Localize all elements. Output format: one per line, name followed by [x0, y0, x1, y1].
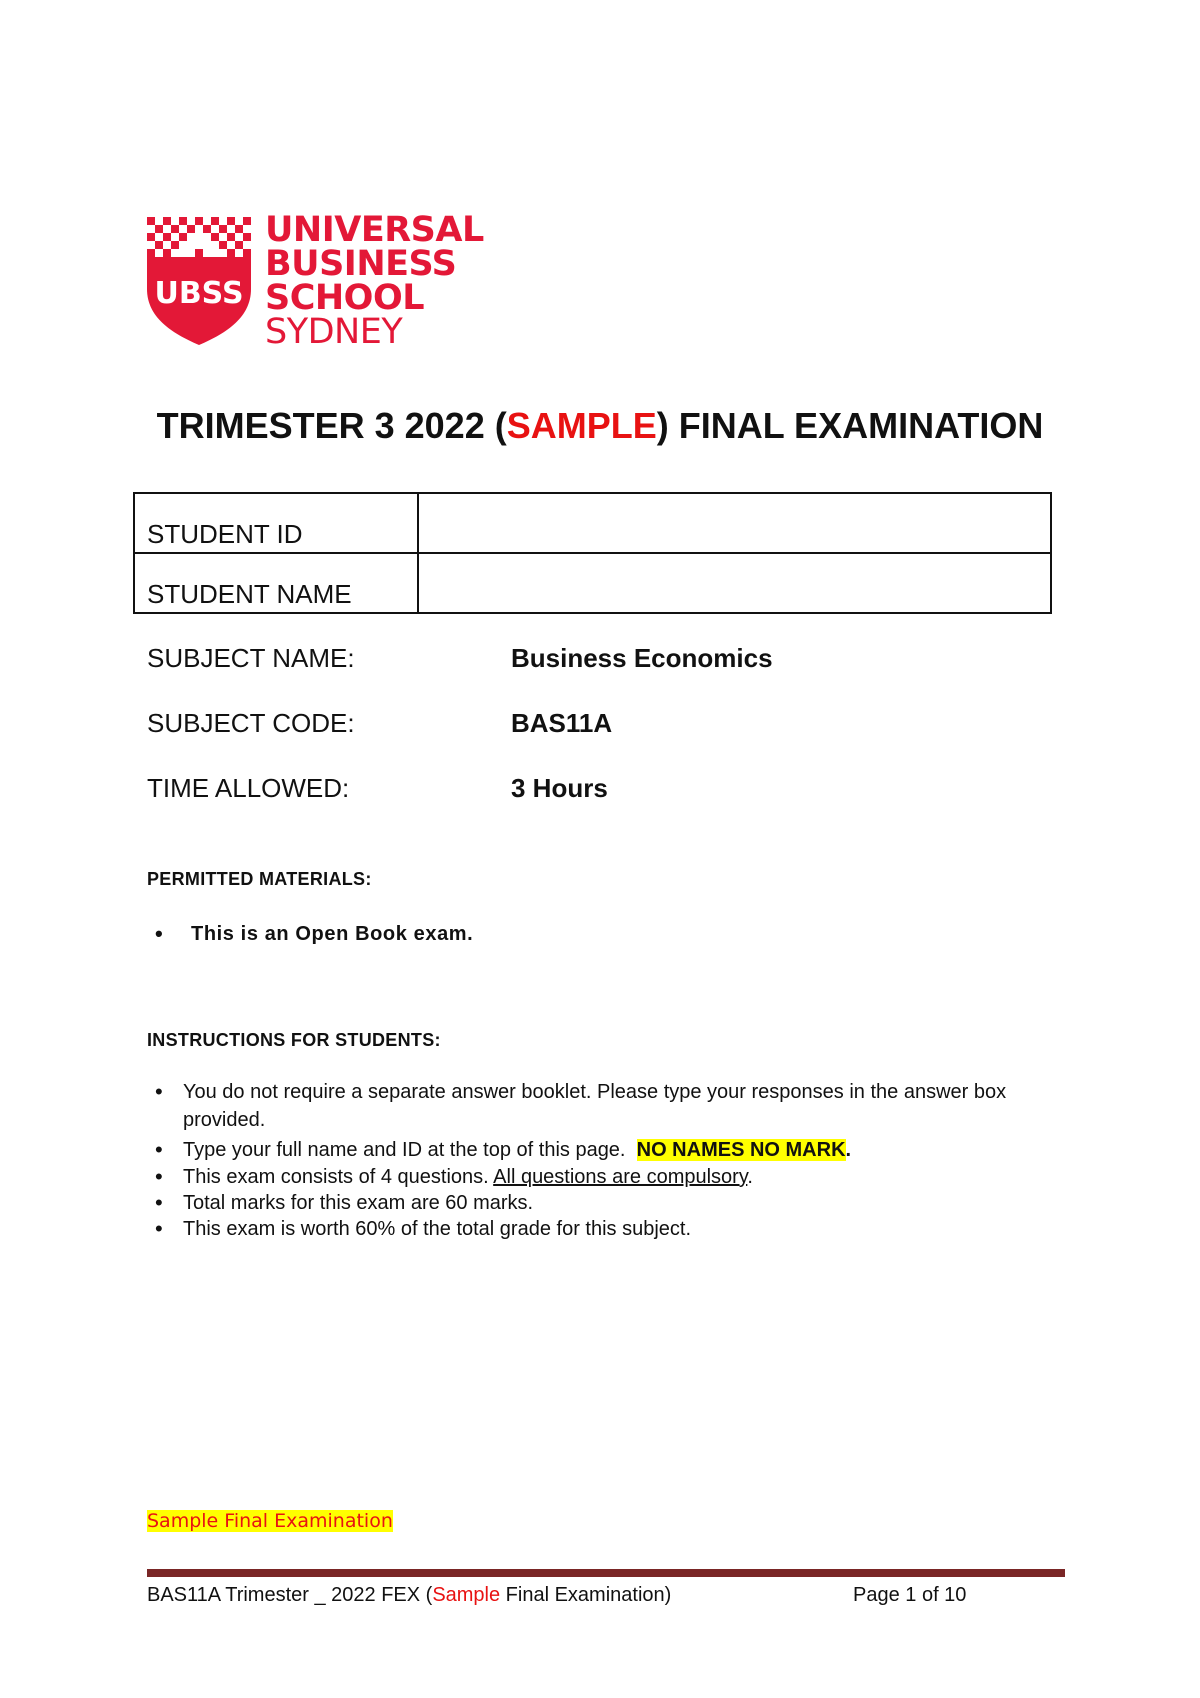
logo-line-3: SCHOOL: [265, 278, 424, 318]
title-before: TRIMESTER 3 2022 (: [156, 405, 507, 446]
footer-left: [147, 1584, 671, 1607]
footer-left-sample: Sample: [432, 1584, 501, 1606]
instructions-heading: INSTRUCTIONS FOR STUDENTS:: [147, 1030, 441, 1050]
instruction-3-text: This exam consists of 4 questions.: [183, 1166, 489, 1188]
time-allowed-label: TIME ALLOWED:: [147, 773, 350, 803]
footer-divider: [147, 1569, 1065, 1577]
title-after: ) FINAL EXAMINATION: [656, 405, 1044, 446]
list-item: [147, 1216, 1067, 1242]
permitted-materials-heading: PERMITTED MATERIALS:: [147, 869, 372, 889]
subject-name-label: SUBJECT NAME:: [147, 643, 355, 673]
footer-left-before: BAS11A Trimester _ 2022 FEX (: [147, 1584, 433, 1606]
logo-wordmark: [265, 210, 484, 352]
list-item: [147, 920, 1067, 948]
permitted-materials-list: [147, 920, 1067, 948]
exam-title: [0, 405, 1200, 447]
subject-code-value: BAS11A: [511, 708, 613, 738]
student-id-row: [134, 493, 1051, 553]
student-details-table: [133, 492, 1052, 614]
subject-code-label: SUBJECT CODE:: [147, 708, 355, 738]
footer-left-after: Final Examination): [500, 1584, 672, 1606]
student-name-row: [134, 553, 1051, 613]
instruction-3-end: .: [747, 1166, 753, 1188]
instructions-list: [147, 1078, 1067, 1242]
sample-note: Sample Final Examination: [147, 1510, 393, 1532]
open-book-text: This is an Open Book exam.: [191, 923, 474, 945]
subject-name-value: Business Economics: [511, 643, 773, 673]
shield-text: UBSS: [154, 276, 244, 311]
list-item: [147, 1078, 1067, 1134]
compulsory-text: All questions are compulsory: [493, 1166, 748, 1188]
logo-line-2: BUSINESS: [265, 244, 457, 284]
student-id-label: STUDENT ID: [134, 493, 418, 553]
logo-line-1: UNIVERSAL: [265, 210, 484, 250]
list-item: [147, 1136, 1067, 1164]
instruction-1: You do not require a separate answer booklet. Please type your responses in the answer box provided.: [183, 1081, 1007, 1131]
instruction-4: Total marks for this exam are 60 marks.: [183, 1192, 534, 1214]
student-name-field[interactable]: [418, 553, 1051, 613]
page-number: Page 1 of 10: [853, 1584, 967, 1606]
instruction-2-text: Type your full name and ID at the top of this page.: [183, 1139, 626, 1161]
list-item: [147, 1190, 1067, 1216]
no-names-no-mark: NO NAMES NO MARK: [636, 1139, 846, 1161]
logo-line-4: SYDNEY: [265, 312, 403, 352]
student-id-field[interactable]: [418, 493, 1051, 553]
instruction-5: This exam is worth 60% of the total grade for this subject.: [183, 1218, 692, 1240]
title-sample: SAMPLE: [506, 405, 657, 446]
list-item: [147, 1164, 1067, 1190]
time-allowed-value: 3 Hours: [511, 773, 608, 803]
student-name-label: STUDENT NAME: [134, 553, 418, 613]
instruction-2-end: .: [845, 1139, 852, 1161]
